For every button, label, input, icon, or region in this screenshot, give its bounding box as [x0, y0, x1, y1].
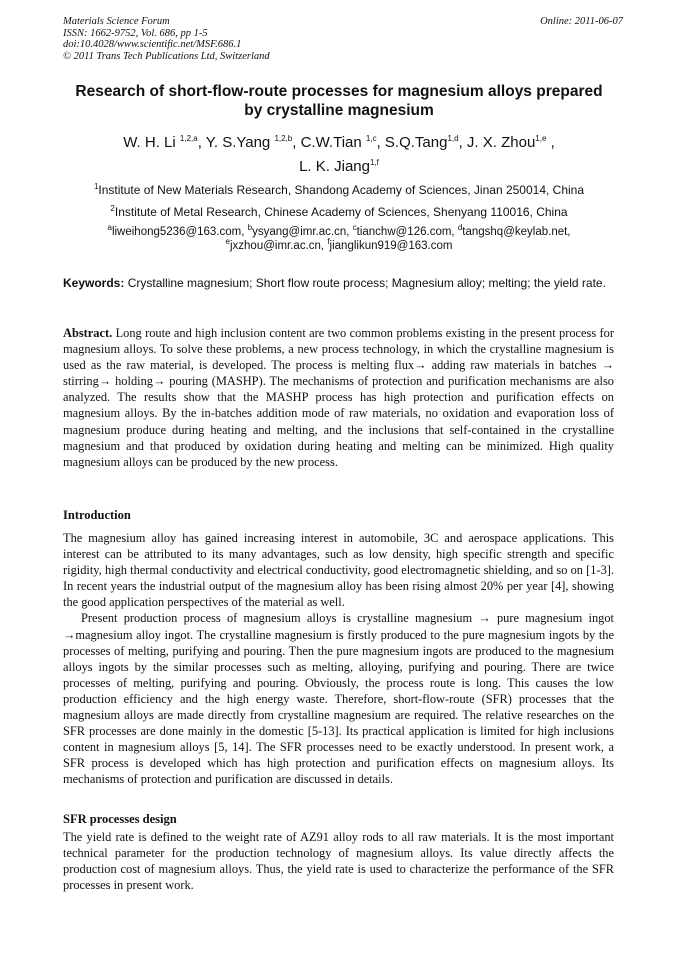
author-affil-sup: 1,c [365, 134, 377, 143]
abstract-text: Long route and high inclusion content are two common problems existing in the present process for magnesium alloys. To solve these problems, a new process technology, in which the crystalline magnesium is used as the raw material, is developed. The process is melting flux→ adding raw materials in batches → stirring→ holding→ pouring (MASHP). The mechanisms of protection and purification mechanisms are also analyzed. The results show that the MASHP process has high protection and purification effects on magnesium alloys. By the in-batches addition mode of raw materials, no oxidation and evaporation loss of magnesium produce during heating and melting, and the inclusions that self-contained in the crystalline magnesium and that produced by oxidation during heating and melting can be minimized. High quality magnesium alloys can be produced by the new process. [63, 326, 614, 469]
body-paragraph: Present production process of magnesium alloys is crystalline magnesium → pure magnesium ingot →magnesium alloy ingot. The crystalline magnesium is firstly produced to the pure magnesium ingots by the processes of melting, purifying and pouring. Then the pure magnesium ingots are produced to the magnesium alloys ingots by the similar processes such as melting, alloying, purifying and pouring. There are twice processes of melting, purifying and pouring. Obviously, the process route is long. This causes the low production efficiency and the high energy waste. Therefore, short-flow-route (SFR) processes that the magnesium alloys are made directly from crystalline magnesium are required. The relative researches on the SFR processes are done mainly in the domestic [5-13]. Its practical application is limited for high inclusions content in magnesium alloys [5, 14]. The SFR processes need to be exactly understood. In present work, a SFR process is developed which has high protection and purification effects on magnesium alloys. Its mechanisms of protection and purification are discussed in details. [63, 611, 614, 787]
section-heading-sfr: SFR processes design [63, 812, 177, 826]
affiliation-1 [55, 183, 623, 197]
email-sup: e [225, 237, 230, 247]
email-sup: c [352, 223, 357, 233]
introduction-body [63, 530, 614, 788]
online-date: Online: 2011-06-07 [540, 16, 623, 27]
keywords-text: Crystalline magnesium; Short flow route process; Magnesium alloy; melting; the yield rate. [127, 276, 606, 290]
sfr-body [63, 829, 614, 893]
author-name: C.W.Tian [300, 134, 362, 151]
author-line-1: W. H. Li $^{1,2,a}$, Y. S.Yang $^{1,2,b}$, C.W.Tian $^{1,c}$, S.Q.Tang$^{1,d}$, J. X. Zhou$^{1,e}$ , [123, 134, 555, 151]
author-line-2 [55, 155, 623, 179]
doi-line: doi:10.4028/www.scientific.net/MSF.686.1 [63, 39, 242, 50]
abstract [63, 325, 614, 470]
author-name: W. H. Li [123, 134, 176, 151]
author-affil-sup: 1,2,b [274, 134, 293, 143]
affiliation-sup: 2 [110, 204, 115, 213]
affiliation-2 [55, 205, 623, 219]
affiliation-text: Institute of Metal Research, Chinese Academy of Sciences, Shenyang 110016, China [114, 205, 568, 219]
issn-line: ISSN: 1662-9752, Vol. 686, pp 1-5 [63, 27, 208, 39]
email-line-2 [55, 239, 623, 253]
body-paragraph: The yield rate is defined to the weight rate of AZ91 alloy rods to all raw materials. It is the most important technical parameter for the production technology of magnesium alloys. Its value directly affects the production cost of magnesium alloys. Thus, the yield rate is used to characterize the performance of the SFR processes in present work. [63, 830, 614, 893]
email-address: liweihong5236@163.com, [111, 226, 245, 238]
affiliation-text: Institute of New Materials Research, Shandong Academy of Sciences, Jinan 250014, China [98, 183, 585, 197]
email-list [55, 225, 623, 253]
email-sup: d [457, 223, 463, 233]
email-address: jxzhou@imr.ac.cn, [229, 240, 325, 252]
email-sup: a [107, 223, 112, 233]
author-list [55, 131, 623, 179]
email-address: ysyang@imr.ac.cn, [252, 226, 350, 238]
author-affil-sup: 1,2,a [179, 134, 198, 143]
email-sup: f [327, 237, 330, 247]
email-address: tangshq@keylab.net, [462, 226, 571, 238]
journal-name: Materials Science Forum [63, 16, 170, 27]
title-line-2: by crystalline magnesium [244, 102, 434, 119]
email-address: tianchw@126.com, [356, 226, 455, 238]
author-affil-sup: 1,f [369, 158, 379, 167]
title-line-1: Research of short-flow-route processes for magnesium alloys prepared [75, 83, 603, 100]
body-paragraph: The magnesium alloy has gained increasing interest in automobile, 3C and aerospace applications. This interest can be attributed to its many advantages, such as low density, high specific strength and specific rigidity, high thermal conductivity and electrical conductivity, good electromagnetic shielding, and so on [1-3]. In recent years the industrial output of the magnesium alloy has been rising almost 20% per year [4], showing the good application perspectives of the material as well. [63, 531, 614, 610]
abstract-paragraph [63, 325, 614, 470]
email-address: jianglikun919@163.com [329, 240, 453, 252]
paper-title [55, 82, 623, 120]
journal-header [63, 16, 623, 62]
section-heading-introduction: Introduction [63, 508, 131, 522]
author-affil-sup: 1,d [447, 134, 459, 143]
email-sup: b [247, 223, 253, 233]
author-name: S.Q.Tang [384, 134, 448, 151]
affiliation-sup: 1 [93, 182, 99, 191]
email-line-1 [55, 225, 623, 239]
author-affil-sup: 1,e [535, 134, 547, 143]
author-name: L. K. Jiang [299, 158, 370, 175]
author-name: J. X. Zhou [466, 134, 536, 151]
keywords [63, 276, 623, 291]
author-name: Y. S.Yang [205, 134, 271, 151]
copyright-line: © 2011 Trans Tech Publications Ltd, Switzerland [63, 50, 270, 62]
keywords-label: Keywords: [63, 276, 125, 290]
abstract-label: Abstract. [63, 326, 113, 340]
